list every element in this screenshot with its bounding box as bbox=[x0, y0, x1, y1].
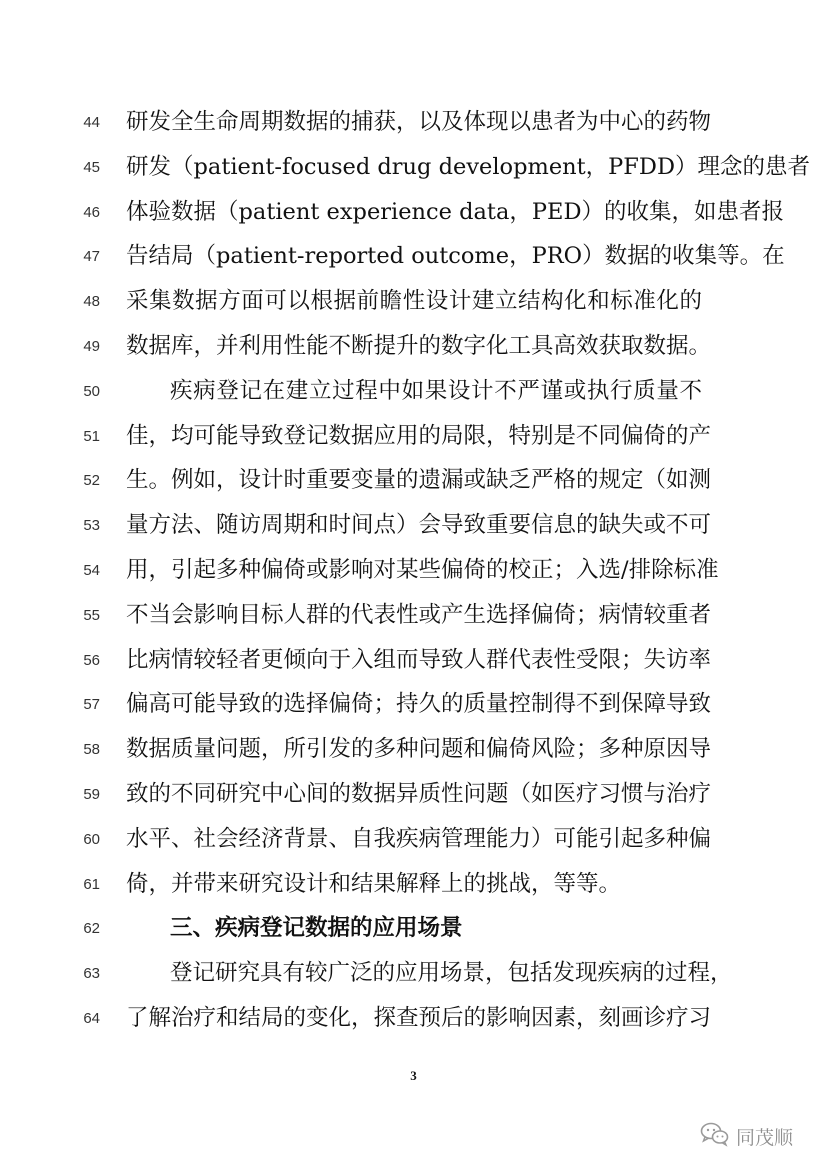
document-line bbox=[0, 326, 827, 371]
document-line bbox=[0, 550, 827, 595]
document-line bbox=[0, 908, 827, 953]
document-line bbox=[0, 371, 827, 416]
line-number: 52 bbox=[83, 472, 100, 490]
line-number: 57 bbox=[83, 696, 100, 714]
wechat-icon bbox=[700, 1121, 730, 1151]
line-number: 50 bbox=[83, 382, 100, 400]
document-line bbox=[0, 281, 827, 326]
line-number: 48 bbox=[83, 293, 100, 311]
line-number: 59 bbox=[83, 786, 100, 803]
line-text: 不当会影响目标人群的代表性或产生选择偏倚；病情较重者 bbox=[126, 601, 712, 628]
line-text: 量方法、随访周期和时间点）会导致重要信息的缺失或不可 bbox=[126, 512, 712, 539]
line-number: 47 bbox=[83, 248, 100, 266]
line-text: 生。例如，设计时重要变量的遗漏或缺乏严格的规定（如测 bbox=[126, 467, 712, 494]
line-text: 体验数据（patient experience data，PED）的收集，如患者报 bbox=[126, 198, 784, 225]
line-text: 了解治疗和结局的变化，探查预后的影响因素，刻画诊疗习 bbox=[126, 1005, 712, 1031]
document-line bbox=[0, 684, 827, 729]
line-text: 水平、社会经济背景、自我疾病管理能力）可能引起多种偏 bbox=[126, 825, 712, 852]
document-line bbox=[0, 729, 827, 774]
line-number: 51 bbox=[83, 427, 100, 445]
document-line bbox=[0, 236, 827, 281]
section-heading: 三、疾病登记数据的应用场景 bbox=[170, 915, 463, 942]
document-line bbox=[0, 864, 827, 909]
document-line bbox=[0, 819, 827, 864]
document-line bbox=[0, 595, 827, 640]
line-text: 研发（patient-focused drug development，PFDD）理念的患者 bbox=[126, 153, 810, 180]
document-line bbox=[0, 102, 827, 147]
line-text: 比病情较轻者更倾向于入组而导致人群代表性受限；失访率 bbox=[126, 646, 712, 673]
line-text: 研发全生命周期数据的捕获，以及体现以患者为中心的药物 bbox=[126, 109, 712, 135]
document-line bbox=[0, 460, 827, 505]
document-line bbox=[0, 505, 827, 550]
document-line bbox=[0, 192, 827, 237]
line-text: 数据质量问题，所引发的多种问题和偏倚风险；多种原因导 bbox=[126, 736, 712, 763]
line-number: 55 bbox=[83, 606, 100, 624]
line-number: 49 bbox=[83, 338, 100, 355]
line-number: 58 bbox=[83, 741, 100, 759]
line-number: 56 bbox=[83, 651, 100, 669]
line-number: 61 bbox=[83, 875, 100, 893]
line-number: 63 bbox=[83, 965, 100, 983]
line-number: 53 bbox=[83, 517, 100, 535]
line-text: 采集数据方面可以根据前瞻性设计建立结构化和标准化的 bbox=[126, 288, 702, 315]
line-text: 登记研究具有较广泛的应用场景，包括发现疾病的过程， bbox=[170, 960, 733, 987]
line-number: 44 bbox=[83, 114, 100, 131]
page-number: 3 bbox=[410, 1068, 417, 1083]
document-line bbox=[0, 774, 827, 819]
document-line bbox=[0, 998, 827, 1043]
line-number: 54 bbox=[83, 562, 100, 579]
watermark-label: 同茂顺 bbox=[736, 1126, 794, 1149]
line-number: 62 bbox=[83, 920, 100, 938]
line-text: 数据库，并利用性能不断提升的数字化工具高效获取数据。 bbox=[126, 333, 712, 359]
line-text: 倚，并带来研究设计和结果解释上的挑战，等等。 bbox=[126, 870, 622, 897]
line-text: 用，引起多种偏倚或影响对某些偏倚的校正；入选/排除标准 bbox=[126, 557, 719, 583]
line-number: 46 bbox=[83, 203, 100, 221]
document-line bbox=[0, 640, 827, 685]
line-number: 60 bbox=[83, 830, 100, 848]
line-text: 告结局（patient-reported outcome，PRO）数据的收集等。在 bbox=[126, 243, 785, 270]
document-line bbox=[0, 416, 827, 461]
line-text: 偏高可能导致的选择偏倚；持久的质量控制得不到保障导致 bbox=[126, 691, 712, 718]
line-text: 佳，均可能导致登记数据应用的局限，特别是不同偏倚的产 bbox=[126, 422, 712, 449]
document-line bbox=[0, 147, 827, 192]
line-number: 45 bbox=[83, 158, 100, 176]
line-text: 疾病登记在建立过程中如果设计不严谨或执行质量不 bbox=[170, 377, 702, 404]
line-text: 致的不同研究中心间的数据异质性问题（如医疗习惯与治疗 bbox=[126, 781, 712, 807]
document-line bbox=[0, 953, 827, 998]
line-number: 64 bbox=[83, 1010, 100, 1027]
watermark bbox=[700, 1120, 793, 1152]
